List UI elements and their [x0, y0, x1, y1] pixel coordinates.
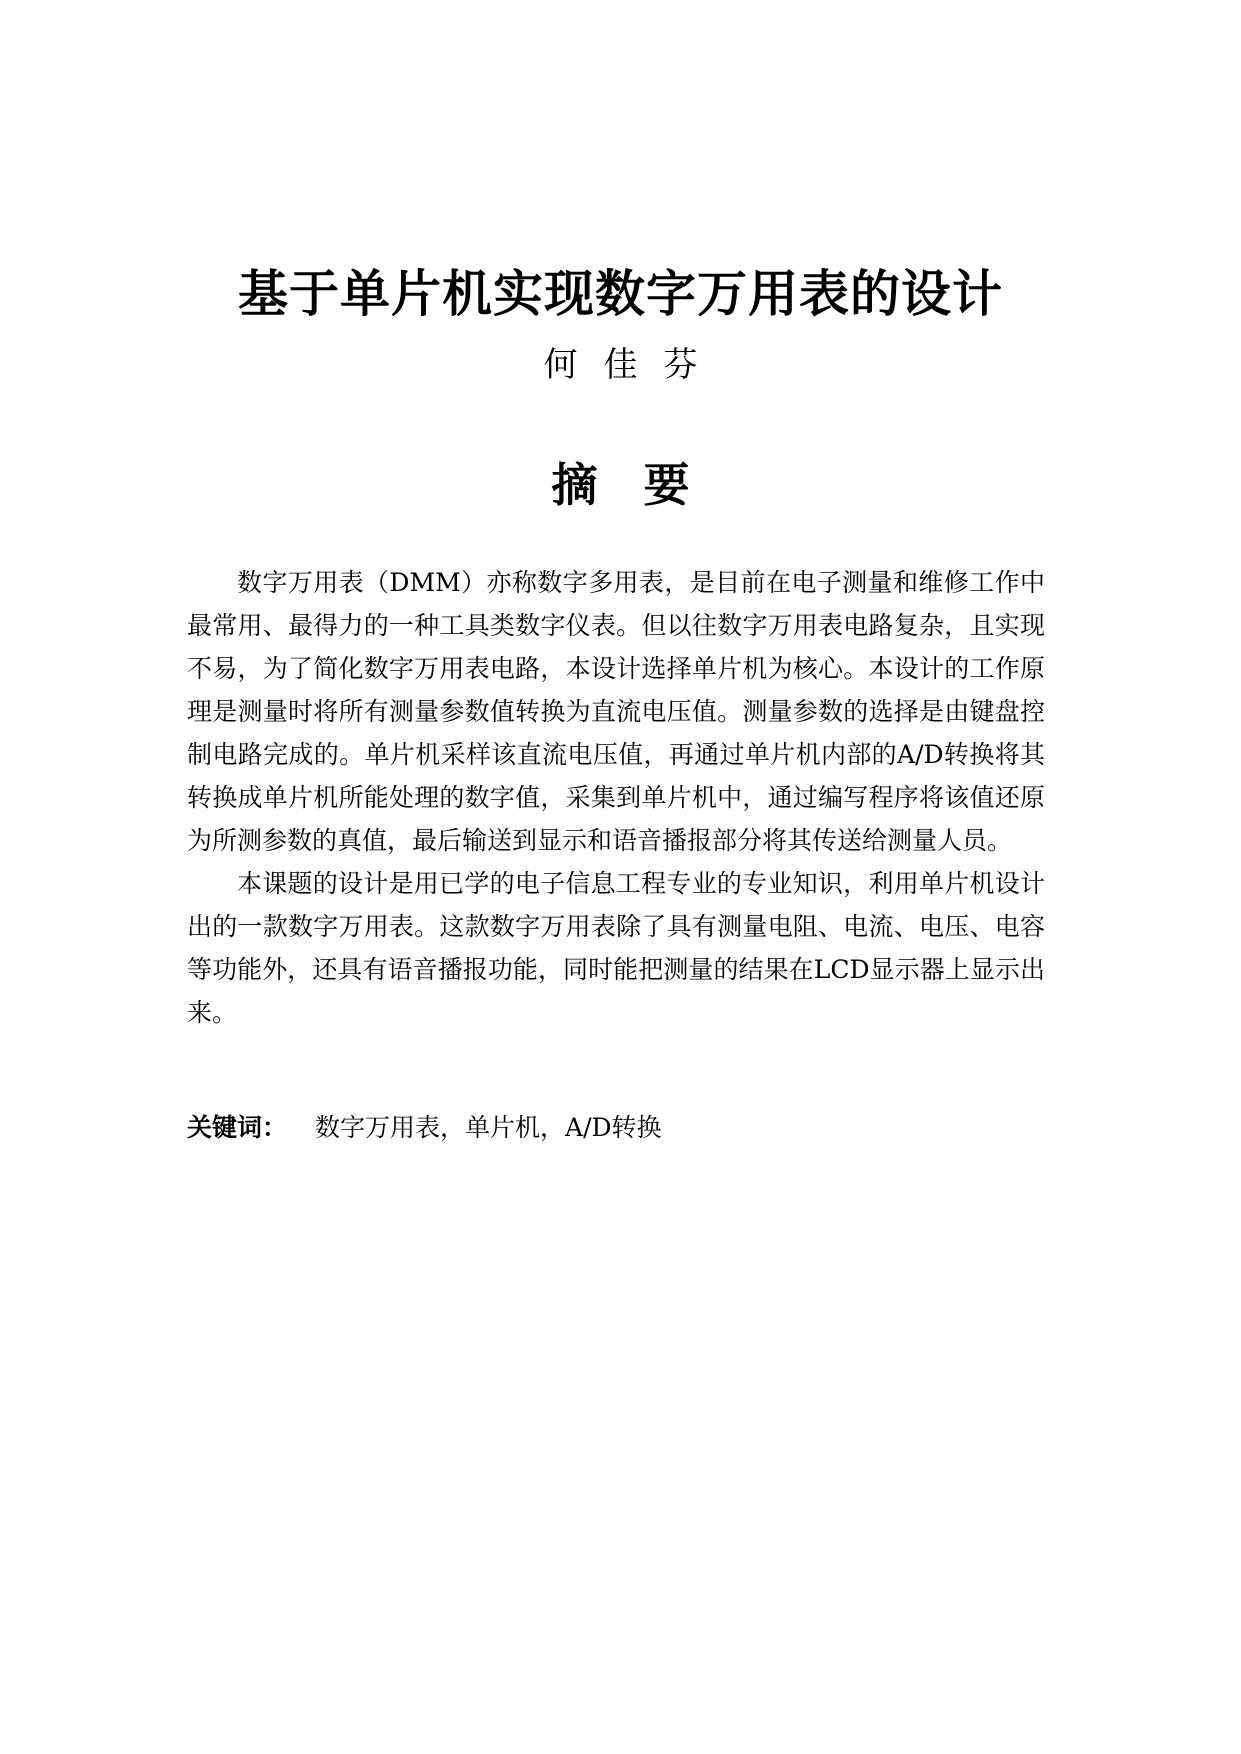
abstract-paragraph: 本课题的设计是用已学的电子信息工程专业的专业知识，利用单片机设计出的一款数字万用表。这款数字万用表除了具有测量电阻、电流、电压、电容等功能外，还具有语音播报功能，同时能把测量的结果在LCD显示器上显示出来。 — [187, 869, 1045, 1027]
abstract-body — [187, 561, 1045, 1034]
author-name: 何佳芬 — [543, 345, 724, 385]
document-title: 基于单片机实现数字万用表的设计 — [238, 265, 1003, 323]
keywords-text: 数字万用表，单片机，A/D转换 — [315, 1113, 662, 1142]
abstract-paragraph: 数字万用表（DMM）亦称数字多用表，是目前在电子测量和维修工作中最常用、最得力的一种工具类数字仪表。但以往数字万用表电路复杂，且实现不易，为了简化数字万用表电路，本设计选择单片机为核心。本设计的工作原理是测量时将所有测量参数值转换为直流电压值。测量参数的选择是由键盘控制电路完成的。单片机采样该直流电压值，再通过单片机内部的A/D转换将其转换成单片机所能处理的数字值，采集到单片机中，通过编写程序将该值还原为所测参数的真值，最后输送到显示和语音播报部分将其传送给测量人员。 — [187, 568, 1045, 855]
keywords-line — [187, 1108, 1045, 1148]
abstract-heading: 摘要 — [551, 458, 736, 512]
keywords-label: 关键词： — [187, 1113, 288, 1142]
